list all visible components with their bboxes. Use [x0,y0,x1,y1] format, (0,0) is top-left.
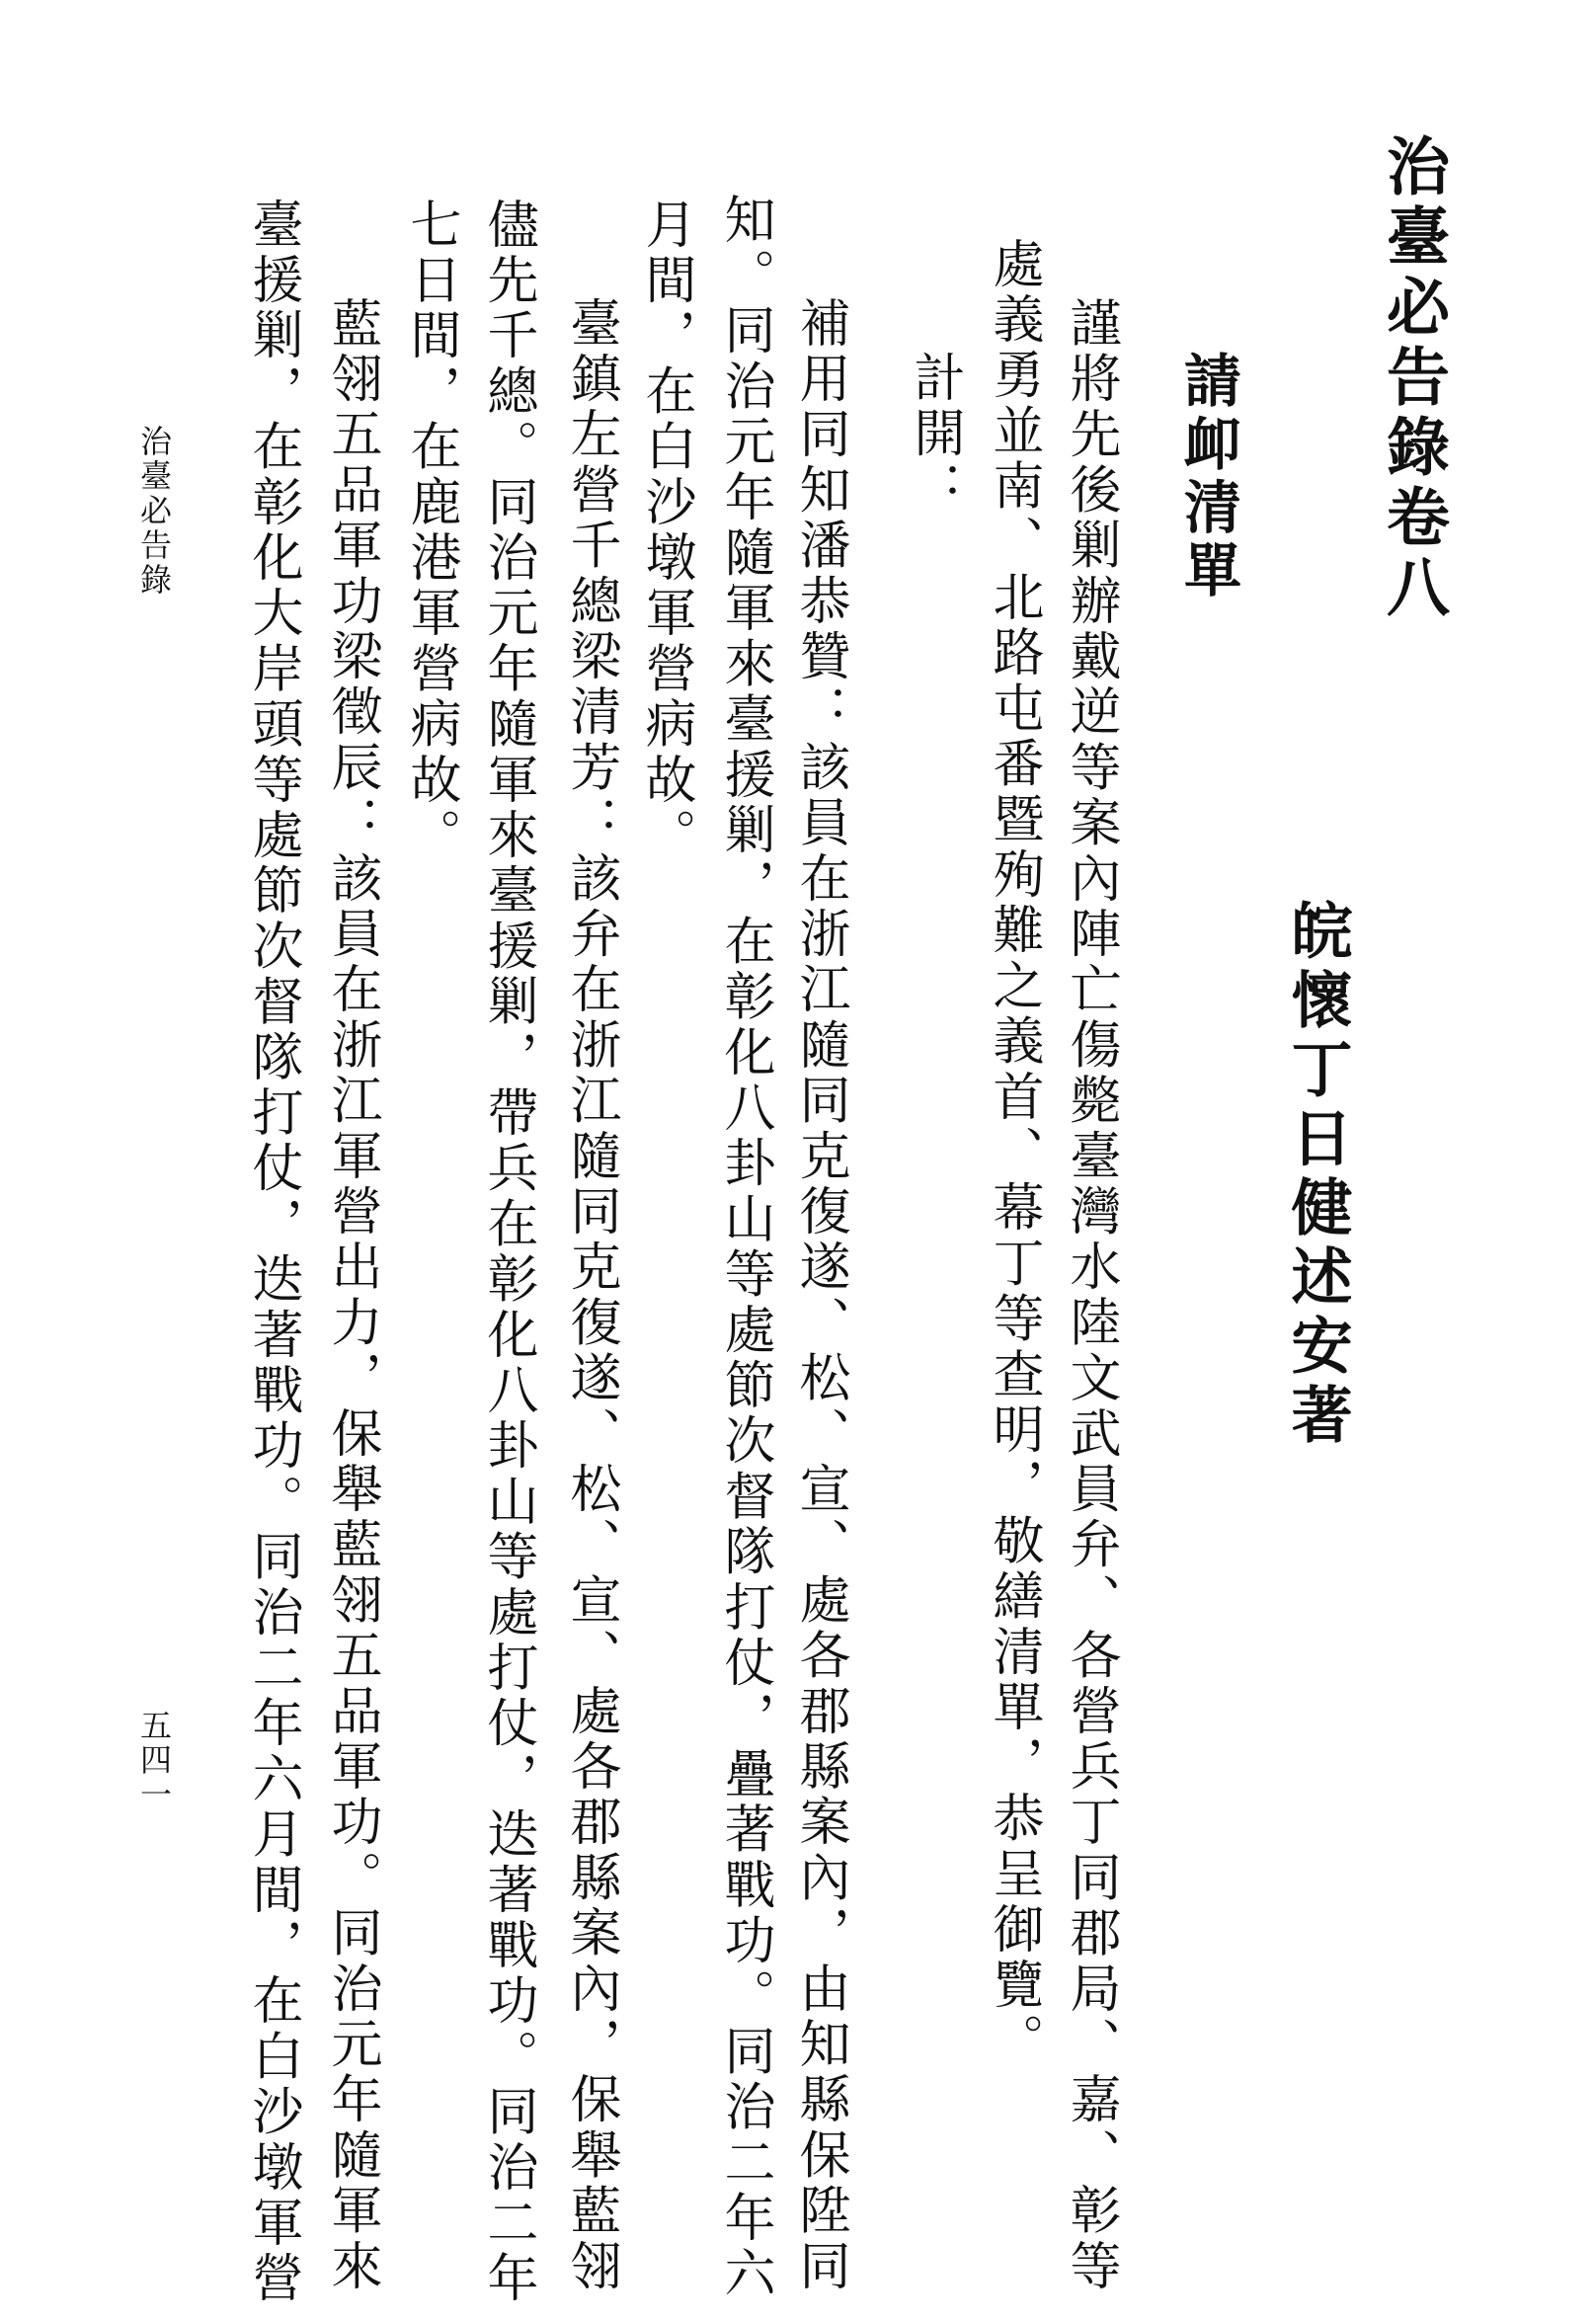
running-title: 治臺必告錄 [135,425,173,598]
body-column-11: 臺援剿，在彰化大岸頭等處節次督隊打仗，迭著戰功。同治二年六月間，在白沙墩軍營 [243,198,302,2307]
section-title: 請卹清單 [1174,351,1241,603]
body-column-4: 補用同知潘恭贊：該員在浙江隨同克復遂、松、宣、處各郡縣案內，由知縣保陞同 [790,296,849,2295]
body-column-8: 儘先千總。同治元年隨軍來臺援剿，帶兵在彰化八卦山等處打仗，迭著戰功。同治二年 [478,198,537,2307]
body-column-1: 謹將先後剿辦戴逆等案內陣亡傷斃臺灣水陸文武員弁、各營兵丁同郡局、嘉、彰等 [1061,296,1120,2295]
body-column-9: 七日間，在鹿港軍營病故。 [401,198,460,864]
author-line: 皖懷丁日健述安著 [1281,899,1353,1452]
body-column-7: 臺鎮左營千總梁清芳：該弁在浙江隨同克復遂、松、宣、處各郡縣案內，保舉藍翎 [561,296,620,2295]
book-title: 治臺必告錄卷八 [1376,133,1450,624]
body-column-3: 計開： [905,351,964,518]
body-column-10: 藍翎五品軍功梁徵辰：該員在浙江軍營出力，保舉藍翎五品軍功。同治元年隨軍來 [322,296,381,2295]
page-number: 五四一 [135,1709,173,1812]
body-column-6: 月間，在白沙墩軍營病故。 [636,198,695,864]
body-column-5: 知。同治元年隨軍來臺援剿，在彰化八卦山等處節次督隊打仗，疊著戰功。同治二年六 [715,193,774,2302]
body-column-2: 處義勇並南、北路屯番暨殉難之義首、幕丁等查明，敬繕清單，恭呈御覽。 [984,237,1043,2069]
